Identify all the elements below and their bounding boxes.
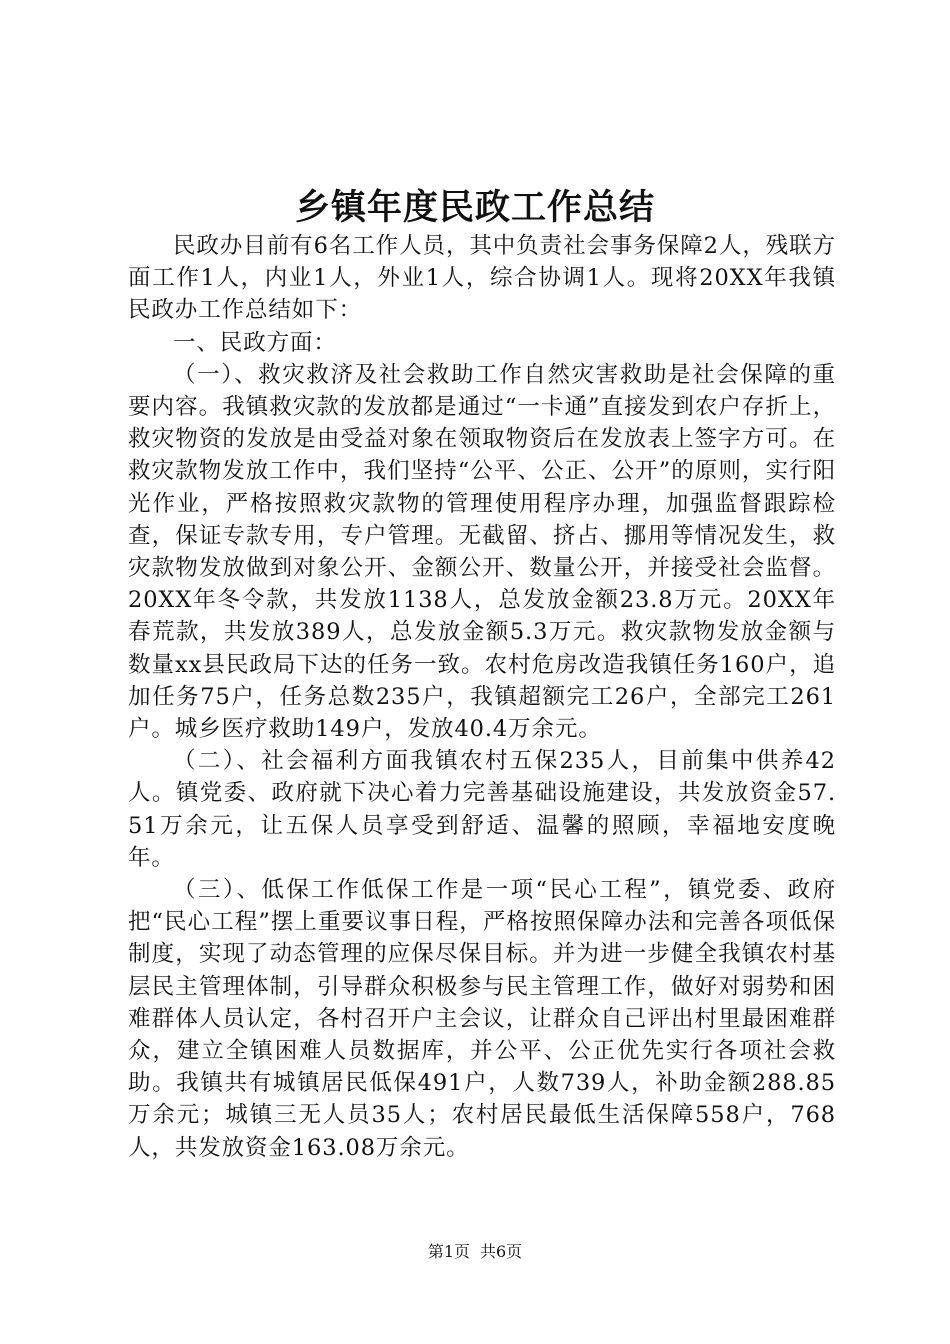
- paragraph-social-welfare: （二）、社会福利方面我镇农村五保235人，目前集中供养42人。镇党委、政府就下决心着力完善基础设施建设，共发放资金57.51万余元，让五保人员享受到舒适、温馨的照顾，幸福地安度晚年。: [128, 748, 836, 871]
- page-number-current: 第1页: [427, 1242, 470, 1261]
- paragraph-intro: 民政办目前有6名工作人员，其中负责社会事务保障2人，残联方面工作1人，内业1人，外业1人，综合协调1人。现将20XX年我镇民政办工作总结如下：: [128, 233, 836, 324]
- document-title: 乡镇年度民政工作总结: [294, 188, 655, 228]
- page-number-total: 共6页: [480, 1242, 523, 1261]
- page-footer: [0, 1242, 950, 1262]
- paragraph-disaster-relief: （一）、救灾救济及社会救助工作自然灾害救助是社会保障的重要内容。我镇救灾款的发放都是通过“一卡通”直接发到农户存折上，救灾物资的发放是由受益对象在领取物资后在发放表上签字方可。在救灾款物发放工作中，我们坚持“公平、公正、公开”的原则，实行阳光作业，严格按照救灾款物的管理使用程序办理，加强监督跟踪检查，保证专款专用，专户管理。无截留、挤占、挪用等情况发生，救灾款物发放做到对象公开、金额公开、数量公开，并接受社会监督。20XX年冬令款，共发放1138人，总发放金额23.8万元。20XX年春荒款，共发放389人，总发放金额5.3万元。救灾款物发放金额与数量xx县民政局下达的任务一致。农村危房改造我镇任务160户，追加任务75户，任务总数235户，我镇超额完工26户，全部完工261户。城乡医疗救助149户，发放40.4万余元。: [128, 361, 836, 743]
- document-body: [128, 230, 836, 1164]
- paragraph-minimum-living-security: （三）、低保工作低保工作是一项“民心工程”，镇党委、政府把“民心工程”摆上重要议事日程，严格按照保障办法和完善各项低保制度，实现了动态管理的应保尽保目标。并为进一步健全我镇农村基层民主管理体制，引导群众积极参与民主管理工作，做好对弱势和困难群体人员认定，各村召开户主会议，让群众自己评出村里最困难群众，建立全镇困难人员数据库，并公平、公正优先实行各项社会救助。我镇共有城镇居民低保491户，人数739人，补助金额288.85万余元；城镇三无人员35人；农村居民最低生活保障558户，768人，共发放资金163.08万余元。: [128, 877, 836, 1161]
- section-heading-civil-affairs: 一、民政方面：: [173, 329, 337, 356]
